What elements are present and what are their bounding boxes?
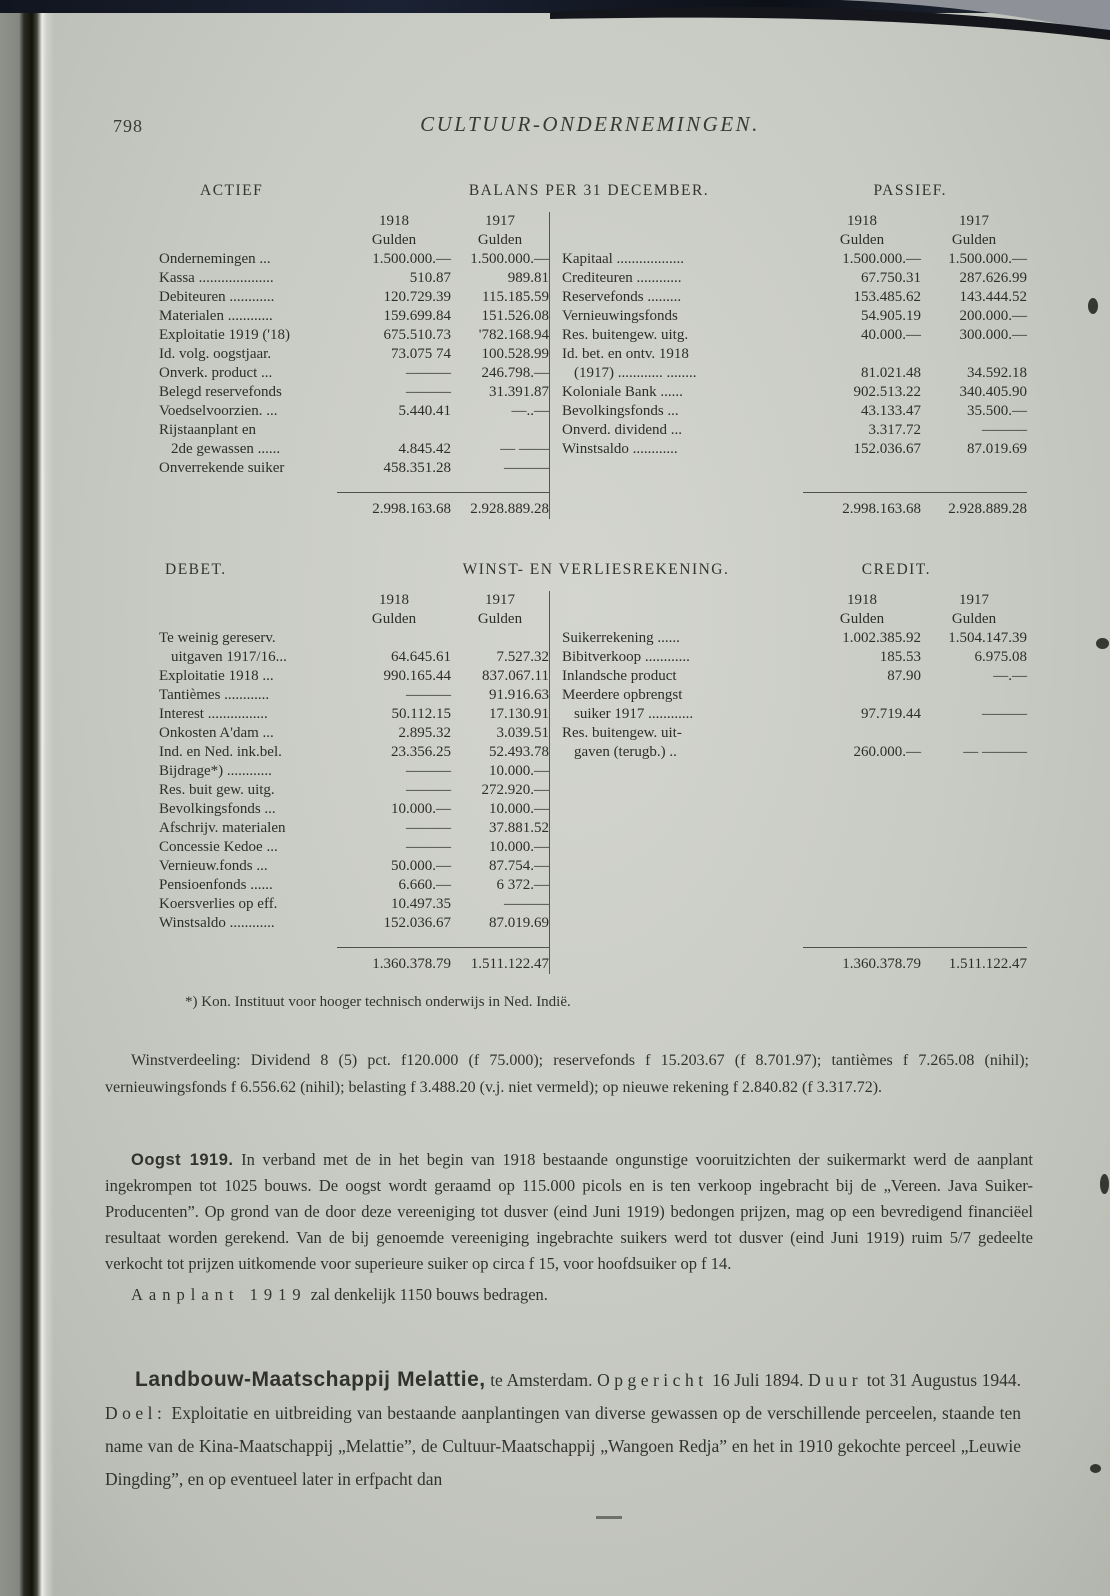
row-label: Exploitatie 1919 ('18) (159, 327, 291, 343)
table-row (562, 326, 1027, 345)
unit-header-row (562, 610, 1027, 629)
unit-label: Gulden (371, 232, 417, 248)
row-label: Materialen ............ (159, 308, 273, 324)
year-header-row (159, 212, 549, 231)
row-label: Winstsaldo ............ (562, 441, 678, 457)
table-row (159, 743, 549, 762)
melattie-duur: Duur (808, 1370, 863, 1390)
table-row (562, 648, 1027, 667)
row-value-1917: 340.405.90 (959, 384, 1027, 400)
aanplant-rest: zal denkelijk 1150 bouws bedragen. (310, 1285, 548, 1304)
debet-total-1918: 1.360.378.79 (372, 956, 451, 972)
unit-label: Gulden (951, 611, 997, 627)
row-value-1917: 151.526.08 (481, 308, 549, 324)
year-1917: 1917 (959, 213, 989, 229)
page-header (105, 112, 1035, 142)
row-value-1917: 10.000.— (489, 839, 549, 855)
page-number: 798 (113, 116, 143, 136)
scan-speck (1100, 1174, 1109, 1194)
row-value-1918: 87.90 (887, 668, 921, 684)
row-value-1917: 200.000.— (959, 308, 1027, 324)
row-value-1918: 10.497.35 (391, 896, 451, 912)
row-label: Koloniale Bank ...... (562, 384, 683, 400)
row-value-1917: 287.626.99 (959, 270, 1027, 286)
year-1918: 1918 (379, 213, 409, 229)
debet-column (105, 591, 549, 974)
row-label: Interest ................ (159, 706, 268, 722)
scan-speck (1088, 298, 1098, 314)
row-value-1918: ——— (406, 384, 451, 400)
passief-total-1917: 2.928.889.28 (948, 501, 1027, 517)
row-label: Onverd. dividend ... (562, 422, 682, 438)
row-value-1918: 152.036.67 (383, 915, 451, 931)
row-value-1917: ——— (504, 896, 549, 912)
table-row (159, 819, 549, 838)
row-value-1918: 64.645.61 (391, 649, 451, 665)
row-value-1917: 115.185.59 (482, 289, 549, 305)
table-row (562, 288, 1027, 307)
year-header-row (562, 591, 1027, 610)
melattie-body: Exploitatie en uitbreiding van bestaande aanplantingen van diverse gewassen op de verschillende perceelen, staande ten name van de Kina-Maatschappij „Melattie”, de Cultuur-Maatschappij „Wangoen Redja” en het in 1910 gekochte perceel „Leuwie Dingding”, en op eventueel later in erfpacht dan (105, 1403, 1021, 1489)
row-value-1917: 17.130.91 (489, 706, 549, 722)
row-label: Id. volg. oogstjaar. (159, 346, 272, 362)
row-value-1917: — ——— (963, 744, 1027, 760)
table-row (562, 724, 1027, 743)
table-row (159, 421, 549, 440)
table-row (562, 667, 1027, 686)
row-label: Vernieuwingsfonds (562, 308, 678, 324)
year-1918: 1918 (847, 213, 877, 229)
row-label: Onverrekende suiker (159, 460, 285, 476)
debet-rows (159, 629, 549, 935)
row-value-1918: 10.000.— (391, 801, 451, 817)
row-label: Inlandsche product (562, 668, 677, 684)
table-row (562, 364, 1027, 383)
year-1917: 1917 (485, 592, 515, 608)
row-value-1917: 143.444.52 (959, 289, 1027, 305)
row-label: Res. buitengew. uit- (562, 725, 682, 741)
row-value-1917: 35.500.— (967, 403, 1027, 419)
row-label: Afschrijv. materialen (159, 820, 286, 836)
unit-header-row (562, 231, 1027, 250)
row-value-1918: 50.000.— (391, 858, 451, 874)
table-row (159, 857, 549, 876)
table-row (159, 914, 549, 933)
row-value-1917: ——— (504, 460, 549, 476)
table-row (159, 269, 549, 288)
row-value-1918: 40.000.— (861, 327, 921, 343)
row-value-1917: '782.168.94 (478, 327, 549, 343)
passief-total-row (562, 492, 1027, 519)
credit-heading: CREDIT. (861, 561, 931, 578)
row-value-1917: 34.592.18 (967, 365, 1027, 381)
row-value-1917: 272.920.— (481, 782, 549, 798)
table-row (159, 781, 549, 800)
row-value-1918: 185.53 (879, 649, 921, 665)
table-row (562, 421, 1027, 440)
actief-column (105, 212, 549, 519)
table-row (159, 459, 549, 478)
table-row (562, 705, 1027, 724)
row-label: (1917) ............ ........ (574, 365, 697, 381)
row-value-1918: 902.513.22 (853, 384, 921, 400)
row-label: Reservefonds ......... (562, 289, 682, 305)
credit-column (549, 591, 1035, 974)
row-value-1917: 10.000.— (489, 801, 549, 817)
row-value-1918: 120.729.39 (383, 289, 451, 305)
row-value-1918: 2.895.32 (398, 725, 451, 741)
running-title: CULTUUR-ONDERNEMINGEN. (420, 112, 760, 136)
table-row (159, 800, 549, 819)
row-value-1918: 54.905.19 (861, 308, 921, 324)
row-label: Bibitverkoop ............ (562, 649, 690, 665)
table-row (159, 345, 549, 364)
actief-total-row (159, 492, 549, 519)
passief-heading: PASSIEF. (873, 182, 947, 199)
row-value-1917: 87.019.69 (489, 915, 549, 931)
melattie-opgericht: Opgericht (597, 1370, 708, 1390)
row-value-1918: 6.660.— (398, 877, 451, 893)
table-row (562, 629, 1027, 648)
row-value-1918: ——— (406, 820, 451, 836)
row-label: Concessie Kedoe ... (159, 839, 278, 855)
row-label: Koersverlies op eff. (159, 896, 278, 912)
row-value-1917: 31.391.87 (489, 384, 549, 400)
row-value-1917: 87.019.69 (967, 441, 1027, 457)
scan-speck (1090, 1464, 1101, 1473)
row-value-1917: 100.528.99 (481, 346, 549, 362)
row-label: Bevolkingsfonds ... (159, 801, 276, 817)
row-value-1918: 510.87 (409, 270, 451, 286)
row-value-1918: 50.112.15 (391, 706, 451, 722)
winstverdeeling-paragraph: Winstverdeeling: Dividend 8 (5) pct. f120.000 (f 75.000); reservefonds f 15.203.67 (f 8.701.97); tantièmes f 7.265.08 (nihil); vernieuwingsfonds f 6.556.62 (nihil); belasting f 3.488.20 (v.j. niet vermeld); op nieuwe rekening f 2.840.82 (f 3.317.72). (105, 1052, 1029, 1096)
row-label: Meerdere opbrengst (562, 687, 683, 703)
row-value-1918: 990.165.44 (383, 668, 451, 684)
table-row (159, 648, 549, 667)
row-value-1917: ——— (982, 706, 1027, 722)
row-label: Exploitatie 1918 ... (159, 668, 274, 684)
row-value-1917: 37.881.52 (489, 820, 549, 836)
row-value-1918: 73.075 74 (391, 346, 451, 362)
row-label: Belegd reservefonds (159, 384, 282, 400)
row-value-1918: 159.699.84 (383, 308, 451, 324)
row-label: Onkosten A'dam ... (159, 725, 274, 741)
row-label: Ind. en Ned. ink.bel. (159, 744, 282, 760)
table-row (562, 345, 1027, 364)
row-value-1918: 1.500.000.— (372, 251, 451, 267)
row-value-1917: 91.916.63 (489, 687, 549, 703)
row-value-1917: 1.500.000.— (948, 251, 1027, 267)
row-value-1918: 1.002.385.92 (842, 630, 921, 646)
debet-heading: DEBET. (165, 561, 227, 578)
year-1918: 1918 (847, 592, 877, 608)
actief-heading: ACTIEF (200, 182, 264, 199)
table-row (562, 250, 1027, 269)
aanplant-paragraph (105, 1285, 1035, 1305)
table-row (159, 724, 549, 743)
row-label: Kassa .................... (159, 270, 274, 286)
row-label: Suikerrekening ...... (562, 630, 680, 646)
row-value-1918: 3.317.72 (868, 422, 921, 438)
passief-column (549, 212, 1035, 519)
balance-sheet (105, 182, 1035, 519)
row-value-1917: 3.039.51 (496, 725, 549, 741)
row-value-1917: 52.493.78 (489, 744, 549, 760)
year-header-row (159, 591, 549, 610)
balance-sheet-header (105, 182, 1035, 204)
table-row (562, 383, 1027, 402)
row-value-1917: 6 372.— (496, 877, 549, 893)
row-value-1917: 10.000.— (489, 763, 549, 779)
row-label: Pensioenfonds ...... (159, 877, 273, 893)
melattie-location: te Amsterdam. (485, 1370, 598, 1390)
table-row (159, 440, 549, 459)
melattie-opgericht-rest: 16 Juli 1894. (707, 1370, 809, 1390)
table-row (159, 307, 549, 326)
melattie-paragraph (105, 1363, 1035, 1496)
row-label: Ondernemingen ... (159, 251, 271, 267)
credit-total-1918: 1.360.378.79 (842, 956, 921, 972)
row-value-1918: 4.845.42 (398, 441, 451, 457)
row-label: Winstsaldo ............ (159, 915, 275, 931)
table-row (159, 250, 549, 269)
table-row (159, 326, 549, 345)
table-row (159, 667, 549, 686)
row-value-1917: 87.754.— (489, 858, 549, 874)
row-value-1918: 5.440.41 (398, 403, 451, 419)
profit-loss-sheet (105, 561, 1035, 974)
page-curl-shadow (550, 0, 1110, 48)
melattie-duur-rest: tot 31 Augustus 1944. (862, 1370, 1021, 1390)
row-label: Res. buit gew. uitg. (159, 782, 275, 798)
row-label: Te weinig gereserv. (159, 630, 276, 646)
year-1917: 1917 (959, 592, 989, 608)
row-label: Vernieuw.fonds ... (159, 858, 268, 874)
row-value-1918: 1.500.000.— (842, 251, 921, 267)
row-value-1917: 246.798.— (481, 365, 549, 381)
table-row (562, 269, 1027, 288)
table-row (562, 307, 1027, 326)
table-row (159, 364, 549, 383)
row-label: Kapitaal .................. (562, 251, 685, 267)
oogst-body: In verband met de in het begin van 1918 bestaande ongunstige vooruitzichten der suikermarkt werd de aanplant ingekrompen tot 1025 bouws. De oogst wordt geraamd op 115.000 picols en is ten verkoop ingebracht bij de „Vereen. Java Suiker-Producenten”. Op grond van de door deze vereeniging tot dusver (eind Juni 1919) bedongen prijzen, mag op een bevredigend financiëel resultaat worden gerekend. Van de bij genoemde vereeniging ingebrachte suikers werd tot dusver (eind Juni 1919) ruim 5/7 gedeelte verkocht tot prijzen uitkomende voor superieure suiker op circa f 15, voor hoofdsuiker op f 14. (105, 1150, 1034, 1273)
table-row (159, 762, 549, 781)
table-row (159, 895, 549, 914)
row-label: Crediteuren ............ (562, 270, 682, 286)
table-row (159, 876, 549, 895)
credit-total-1917: 1.511.122.47 (948, 956, 1027, 972)
debet-total-1917: 1.511.122.47 (470, 956, 549, 972)
table-row (562, 440, 1027, 459)
table-row (159, 402, 549, 421)
row-value-1918: 23.356.25 (391, 744, 451, 760)
row-value-1918: 458.351.28 (383, 460, 451, 476)
row-label: Res. buitengew. uitg. (562, 327, 689, 343)
profit-loss-title: WINST- EN VERLIESREKENING. (462, 561, 730, 578)
year-1918: 1918 (379, 592, 409, 608)
credit-rows (562, 629, 1027, 935)
row-value-1917: 1.504.147.39 (948, 630, 1027, 646)
row-value-1918: 153.485.62 (853, 289, 921, 305)
book-gutter-shadow (0, 0, 54, 1596)
melattie-doel: Doel: (105, 1403, 167, 1423)
row-value-1918: ——— (406, 763, 451, 779)
row-value-1917: —..— (511, 403, 549, 419)
row-value-1918: 67.750.31 (861, 270, 921, 286)
table-row (159, 838, 549, 857)
footnote: *) Kon. Instituut voor hooger technisch onderwijs in Ned. Indië. (185, 994, 571, 1010)
aanplant-lead: Aanplant 1919 (131, 1285, 307, 1304)
table-row (159, 288, 549, 307)
row-value-1917: 989.81 (507, 270, 549, 286)
row-label: Bevolkingsfonds ... (562, 403, 679, 419)
row-value-1917: 6.975.08 (974, 649, 1027, 665)
melattie-company-name: Landbouw-Maatschappij Melattie, (135, 1368, 486, 1391)
row-label: gaven (terugb.) .. (574, 744, 677, 760)
passief-total-1918: 2.998.163.68 (842, 501, 921, 517)
table-row (159, 705, 549, 724)
row-value-1917: —.— (993, 668, 1027, 684)
row-value-1918: ——— (406, 782, 451, 798)
unit-header-row (159, 610, 549, 629)
debet-total-row (159, 947, 549, 974)
year-1917: 1917 (485, 213, 515, 229)
profit-loss-header (105, 561, 1035, 583)
page-content (105, 112, 1035, 1496)
oogst-paragraph (105, 1147, 1035, 1277)
table-row (562, 743, 1027, 762)
unit-label: Gulden (839, 611, 885, 627)
credit-total-row (562, 947, 1027, 974)
scan-speck (1096, 638, 1109, 649)
row-value-1918: ——— (406, 839, 451, 855)
table-row (159, 629, 549, 648)
row-label: Tantièmes ............ (159, 687, 270, 703)
row-label: 2de gewassen ...... (171, 441, 281, 457)
row-label: Voedselvoorzien. ... (159, 403, 278, 419)
balance-title: BALANS PER 31 DECEMBER. (468, 182, 710, 199)
row-value-1918: ——— (406, 365, 451, 381)
row-label: uitgaven 1917/16... (171, 649, 287, 665)
row-value-1918: 97.719.44 (861, 706, 921, 722)
year-header-row (562, 212, 1027, 231)
row-value-1917: — —— (500, 441, 549, 457)
actief-total-1918: 2.998.163.68 (372, 501, 451, 517)
unit-label: Gulden (477, 232, 523, 248)
unit-label: Gulden (371, 611, 417, 627)
row-value-1918: ——— (406, 687, 451, 703)
row-value-1918: 152.036.67 (853, 441, 921, 457)
scan-mark (596, 1516, 622, 1519)
row-value-1917: ——— (982, 422, 1027, 438)
actief-rows (159, 250, 549, 480)
row-label: suiker 1917 ............ (574, 706, 694, 722)
row-value-1918: 43.133.47 (861, 403, 921, 419)
table-row (562, 402, 1027, 421)
table-row (159, 686, 549, 705)
oogst-lead: Oogst 1919. (131, 1151, 234, 1169)
row-value-1917: 1.500.000.— (470, 251, 549, 267)
row-value-1918: 675.510.73 (383, 327, 451, 343)
row-label: Id. bet. en ontv. 1918 (562, 346, 689, 362)
table-row (159, 383, 549, 402)
actief-total-1917: 2.928.889.28 (470, 501, 549, 517)
row-label: Rijstaanplant en (159, 422, 257, 438)
row-value-1917: 300.000.— (959, 327, 1027, 343)
row-value-1918: 81.021.48 (861, 365, 921, 381)
row-value-1918: 260.000.— (853, 744, 921, 760)
unit-label: Gulden (839, 232, 885, 248)
unit-label: Gulden (951, 232, 997, 248)
unit-label: Gulden (477, 611, 523, 627)
table-row (562, 686, 1027, 705)
row-label: Bijdrage*) ............ (159, 763, 272, 779)
row-label: Onverk. product ... (159, 365, 273, 381)
row-label: Debiteuren ............ (159, 289, 275, 305)
row-value-1917: 837.067.11 (482, 668, 549, 684)
unit-header-row (159, 231, 549, 250)
row-value-1917: 7.527.32 (496, 649, 549, 665)
passief-rows (562, 250, 1027, 480)
